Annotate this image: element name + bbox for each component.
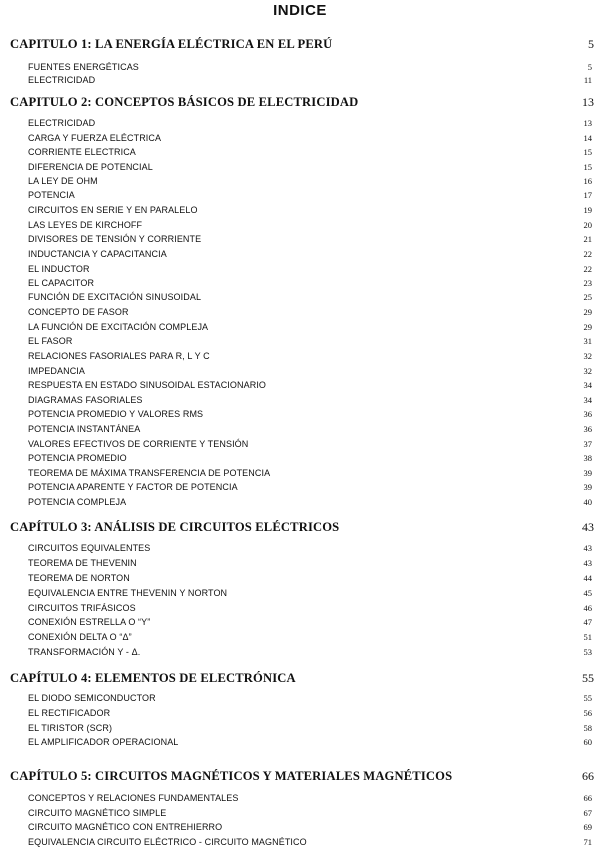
page-number: 51: [583, 632, 592, 642]
entry-title: FUENTES ENERGÉTICAS: [28, 62, 139, 72]
page-number: 66: [583, 793, 592, 803]
page-number: 5: [588, 37, 594, 51]
toc-entry: [0, 497, 600, 513]
toc-entry: [0, 351, 600, 367]
page-number: 66: [582, 769, 594, 783]
page-number: 55: [583, 693, 592, 703]
page-number: 19: [583, 205, 592, 215]
page-number: 32: [583, 366, 592, 376]
page-number: 34: [583, 380, 592, 390]
page-number: 69: [583, 822, 592, 832]
entry-title: EL INDUCTOR: [28, 264, 90, 274]
page-number: 22: [583, 249, 592, 259]
page-number: 16: [583, 176, 592, 186]
entry-title: DIFERENCIA DE POTENCIAL: [28, 162, 153, 172]
entry-title: DIVISORES DE TENSIÓN Y CORRIENTE: [28, 234, 202, 244]
entry-title: TEOREMA DE THEVENIN: [28, 558, 137, 568]
entry-title: POTENCIA: [28, 190, 75, 200]
toc-entry: [0, 409, 600, 425]
toc-chapter: [0, 37, 600, 53]
entry-title: CONEXIÓN ESTRELLA O “Y”: [28, 617, 151, 627]
page-number: 25: [583, 292, 592, 302]
page-number: 43: [582, 520, 594, 534]
page-number: 17: [583, 190, 592, 200]
page-number: 23: [583, 278, 592, 288]
toc-chapter: [0, 769, 600, 785]
entry-title: TRANSFORMACIÓN Y - Δ.: [28, 647, 141, 657]
entry-title: EL DIODO SEMICONDUCTOR: [28, 693, 156, 703]
page-number: 71: [583, 837, 592, 847]
entry-title: POTENCIA PROMEDIO Y VALORES RMS: [28, 409, 204, 419]
page-number: 20: [583, 220, 592, 230]
toc-entry: [0, 147, 600, 163]
page-number: 21: [583, 234, 592, 244]
page-number: 31: [583, 336, 592, 346]
entry-title: CONCEPTOS Y RELACIONES FUNDAMENTALES: [28, 793, 239, 803]
toc-entry: [0, 647, 600, 663]
entry-title: CONEXIÓN DELTA O “Δ”: [28, 632, 132, 642]
entry-title: CARGA Y FUERZA ELÉCTRICA: [28, 133, 162, 143]
toc-entry: [0, 737, 600, 753]
page-number: 11: [583, 75, 592, 85]
page-number: 38: [583, 453, 592, 463]
page-number: 39: [583, 468, 592, 478]
toc-chapter: [0, 671, 600, 687]
toc-entry: [0, 118, 600, 134]
toc-chapter: [0, 95, 600, 111]
toc-entry: [0, 292, 600, 308]
entry-title: LAS LEYES DE KIRCHOFF: [28, 220, 143, 230]
page-number: 56: [583, 708, 592, 718]
page-number: 37: [583, 439, 592, 449]
entry-title: POTENCIA PROMEDIO: [28, 453, 127, 463]
entry-title: LA LEY DE OHM: [28, 176, 98, 186]
toc-entry: [0, 234, 600, 250]
page-number: 34: [583, 395, 592, 405]
toc-entry: [0, 380, 600, 396]
entry-title: LA FUNCIÓN DE EXCITACIÓN COMPLEJA: [28, 322, 209, 332]
toc-entry: [0, 205, 600, 221]
entry-title: EL AMPLIFICADOR OPERACIONAL: [28, 737, 179, 747]
entry-title: CIRCUITOS EQUIVALENTES: [28, 543, 151, 553]
entry-title: POTENCIA INSTANTÁNEA: [28, 424, 141, 434]
toc-chapter: [0, 520, 600, 536]
entry-title: CIRCUITO MAGNÉTICO SIMPLE: [28, 808, 167, 818]
page-number: 29: [583, 307, 592, 317]
toc-entry: [0, 793, 600, 809]
entry-title: EL RECTIFICADOR: [28, 708, 111, 718]
page-number: 39: [583, 482, 592, 492]
entry-title: TEOREMA DE NORTON: [28, 573, 130, 583]
toc-entry: [0, 693, 600, 709]
entry-title: CONCEPTO DE FASOR: [28, 307, 129, 317]
toc-entry: [0, 190, 600, 206]
page-number: 5: [587, 62, 592, 72]
toc-entry: [0, 75, 600, 91]
page-number: 29: [583, 322, 592, 332]
page-title: INDICE: [273, 2, 327, 19]
entry-title: EL FASOR: [28, 336, 73, 346]
entry-title: POTENCIA APARENTE Y FACTOR DE POTENCIA: [28, 482, 238, 492]
page-number: 46: [583, 603, 592, 613]
page-number: 40: [583, 497, 592, 507]
entry-title: VALORES EFECTIVOS DE CORRIENTE Y TENSIÓN: [28, 439, 249, 449]
toc-entry: [0, 482, 600, 498]
page-number: 32: [583, 351, 592, 361]
chapter-title: CAPÍTULO 4: ELEMENTOS DE ELECTRÓNICA: [10, 671, 296, 685]
toc-entry: [0, 307, 600, 323]
entry-title: ELECTRICIDAD: [28, 75, 96, 85]
page-number: 15: [583, 162, 592, 172]
toc-entry: [0, 632, 600, 648]
entry-title: FUNCIÓN DE EXCITACIÓN SINUSOIDAL: [28, 292, 202, 302]
chapter-title: CAPÍTULO 3: ANÁLISIS DE CIRCUITOS ELÉCTRICOS: [10, 520, 340, 534]
entry-title: CORRIENTE ELECTRICA: [28, 147, 136, 157]
toc-entry: [0, 249, 600, 265]
page-number: 58: [583, 723, 592, 733]
toc-entry: [0, 336, 600, 352]
page-number: 15: [583, 147, 592, 157]
toc-entry: [0, 822, 600, 838]
toc-entry: [0, 573, 600, 589]
entry-title: EQUIVALENCIA ENTRE THEVENIN Y NORTON: [28, 588, 228, 598]
entry-title: EL TIRISTOR (SCR): [28, 723, 113, 733]
entry-title: CIRCUITO MAGNÉTICO CON ENTREHIERRO: [28, 822, 223, 832]
entry-title: TEOREMA DE MÁXIMA TRANSFERENCIA DE POTENCIA: [28, 468, 271, 478]
page-number: 43: [583, 558, 592, 568]
page-number: 67: [583, 808, 592, 818]
entry-title: DIAGRAMAS FASORIALES: [28, 395, 143, 405]
page-number: 55: [582, 671, 594, 685]
toc-entry: [0, 453, 600, 469]
entry-title: IMPEDANCIA: [28, 366, 86, 376]
entry-title: CIRCUITOS EN SERIE Y EN PARALELO: [28, 205, 198, 215]
toc-entry: [0, 708, 600, 724]
entry-title: POTENCIA COMPLEJA: [28, 497, 127, 507]
entry-title: EQUIVALENCIA CIRCUITO ELÉCTRICO - CIRCUITO MAGNÉTICO: [28, 837, 307, 847]
page-number: 36: [583, 424, 592, 434]
toc-entry: [0, 424, 600, 440]
page-number: 13: [583, 118, 592, 128]
page-number: 44: [583, 573, 592, 583]
page-number: 53: [583, 647, 592, 657]
page-number: 36: [583, 409, 592, 419]
chapter-title: CAPÍTULO 5: CIRCUITOS MAGNÉTICOS Y MATERIALES MAGNÉTICOS: [10, 769, 453, 783]
page-number: 60: [583, 737, 592, 747]
entry-title: CIRCUITOS TRIFÁSICOS: [28, 603, 136, 613]
chapter-title: CAPITULO 2: CONCEPTOS BÁSICOS DE ELECTRICIDAD: [10, 95, 359, 109]
page-number: 14: [583, 133, 592, 143]
page-number: 22: [583, 264, 592, 274]
entry-title: RELACIONES FASORIALES PARA R, L Y C: [28, 351, 210, 361]
toc-entry: [0, 617, 600, 633]
page-number: 43: [583, 543, 592, 553]
page-number: 13: [582, 95, 594, 109]
entry-title: INDUCTANCIA Y CAPACITANCIA: [28, 249, 167, 259]
toc-entry: [0, 543, 600, 559]
entry-title: ELECTRICIDAD: [28, 118, 96, 128]
toc-entry: [0, 837, 600, 853]
page-number: 45: [583, 588, 592, 598]
page-number: 47: [583, 617, 592, 627]
entry-title: RESPUESTA EN ESTADO SINUSOIDAL ESTACIONARIO: [28, 380, 267, 390]
toc-entry: [0, 588, 600, 604]
chapter-title: CAPITULO 1: LA ENERGÍA ELÉCTRICA EN EL PERÚ: [10, 37, 333, 51]
toc-entry: [0, 558, 600, 574]
entry-title: EL CAPACITOR: [28, 278, 95, 288]
